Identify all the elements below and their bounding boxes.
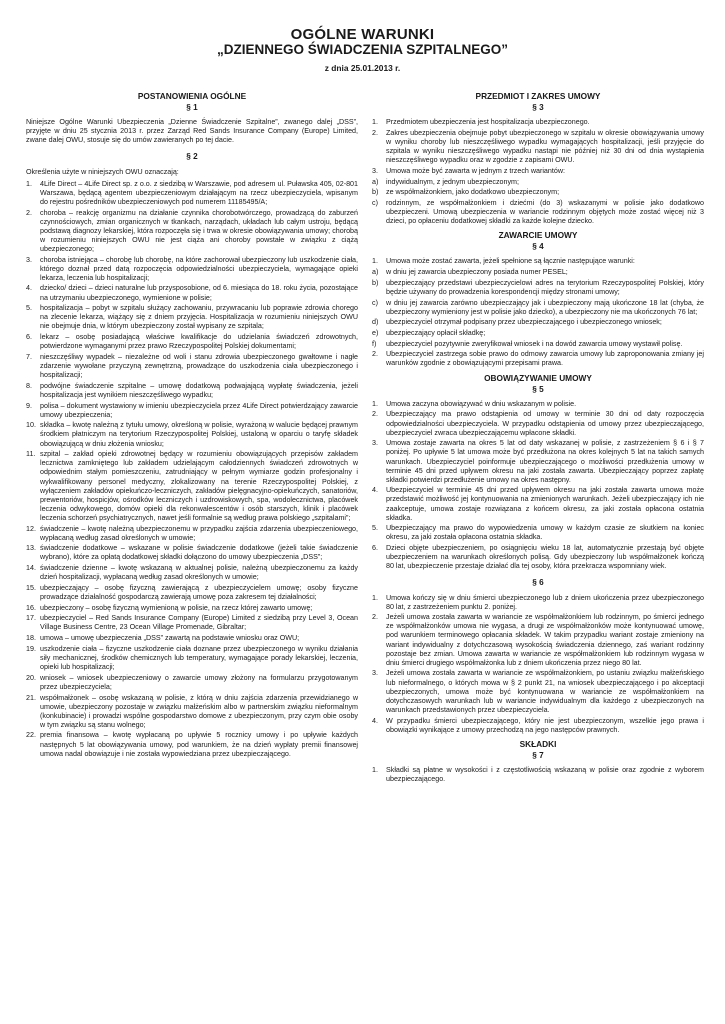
list-item-number: c)	[372, 298, 378, 307]
list-item	[26, 421, 358, 448]
list-item-number: 3.	[372, 439, 378, 448]
list-item	[372, 199, 704, 226]
list-item-number: 16.	[26, 603, 36, 612]
list-item-number: 1.	[26, 179, 32, 188]
section-title-validity: OBOWIĄZYWANIE UMOWY	[484, 372, 592, 383]
list-item-text: Jeżeli umowa została zawarta w wariancie ze współmałżonkiem lub rodzinnym, po śmierci jednego ze współmałżonków umowa nie wygasa, a drugi ze współmałżonków może kontynuować umowę, pod warunkiem terminowego opłacania składek. W takim przypadku wariant zostaje zmieniony na wariant indywidualny z dotychczasową wysokością świadczenia dziennego, zaś wariant rodzinny pozostaje bez zmian. Umowa zawarta w wariancie ze współmałżonkiem lub rodzinnym wygasa w dniu śmierci drugiego współmałżonka lub z dniem ukończenia przez niego 80 lat.	[386, 613, 704, 667]
list-item-text: dziecko/ dzieci – dzieci naturalne lub przysposobione, od 6. miesiąca do 18. roku życia, pozostające na utrzymaniu ubezpieczonego, wymienione w polisie;	[40, 284, 358, 302]
list-item-number: 6.	[372, 544, 378, 553]
list-item	[372, 410, 704, 437]
list-item-text: Ubezpieczyciel zastrzega sobie prawo do odmowy zawarcia umowy lub zaproponowania zmiany jej warunków zgodnie z obowiązującymi przepisami prawa.	[386, 350, 704, 368]
list-item-text: Zakres ubezpieczenia obejmuje pobyt ubezpieczonego w szpitalu w okresie obowiązywania umowy w wyniku choroby lub nieszczęśliwego wypadku wymagających hospitalizacji, jeśli przyjęcie do szpitala w wyniku nieszczęśliwego wypadku nastąpi nie później niż 30 dni od dnia wystąpienia nieszczęśliwego wypadku oraz w zgodzie z zapisami OWU.	[386, 128, 704, 165]
list-item-number: 1.	[372, 257, 378, 266]
list-item-text: ubezpieczający opłacił składkę;	[386, 329, 486, 337]
premiums-list	[372, 766, 704, 784]
list-item	[372, 318, 704, 327]
validity-list	[372, 400, 704, 572]
list-item-number: 4.	[26, 284, 32, 293]
list-item	[372, 594, 704, 612]
list-item-number: 20.	[26, 673, 36, 682]
paragraph-4-label: § 4	[532, 242, 544, 252]
list-item-text: polisa – dokument wystawiony w imieniu ubezpieczyciela przez 4Life Direct potwierdzający zawarcie umowy ubezpieczenia;	[40, 401, 358, 419]
conclusion-list	[372, 257, 704, 368]
list-item-text: Umowa może być zawarta w jednym z trzech wariantów:	[386, 166, 565, 175]
list-item-number: f)	[372, 339, 377, 348]
list-item	[26, 604, 358, 613]
list-item-text: ubezpieczający przedstawi ubezpieczycielowi adres na terytorium Rzeczypospolitej Polskiej, który będzie używany do prowadzenia korespondencji między stronami umowy;	[386, 278, 704, 296]
list-item-number: 1.	[372, 399, 378, 408]
paragraph-1-text: Niniejsze Ogólne Warunki Ubezpieczenia „Dzienne Świadczenie Szpitalne”, zwanego dalej „DSS”, przyjęte w dniu 25 stycznia 2013 r. przez Zarząd Red Sands Insurance Company (Europe) Limited, zwane dalej OWU, stosuje się do umów zawieranych po tej dacie.	[26, 118, 358, 145]
document-date: z dnia 25.01.2013 r.	[324, 63, 401, 73]
list-item-text: świadczenie dodatkowe – wskazane w polisie świadczenie dodatkowe (jeżeli takie świadczenie wybrano), które za opłatą dodatkowej składki dołączono do umowy ubezpieczenia „DSS”;	[40, 544, 358, 562]
list-item-text: nieszczęśliwy wypadek – niezależne od woli i stanu zdrowia ubezpieczonego gwałtowne i nagłe zdarzenie wywołane przyczyną zewnętrzną, prowadzące do uszkodzenia ciała ubezpieczonego i hospitalizacji;	[40, 352, 358, 380]
paragraph-2-label: § 2	[186, 152, 198, 162]
list-item-text: współmałżonek – osobę wskazaną w polisie, z którą w dniu zajścia zdarzenia przewidzianego w umowie, ubezpieczony pozostaje w związku małżeńskim albo w partnerskim związku nieformalnym (konkubinacie) i prowadzi wspólne gospodarstwo domowe z ubezpieczonym, przy czym obie osoby w tym związku są stanu wolnego;	[40, 693, 358, 729]
list-item-number: 3.	[26, 255, 32, 264]
list-item	[26, 694, 358, 730]
list-item-text: umowa – umowę ubezpieczenia „DSS” zawartą na podstawie wniosku oraz OWU;	[40, 634, 300, 643]
list-item-number: a)	[372, 177, 379, 186]
list-item-text: Umowa może zostać zawarta, jeżeli spełnione są łącznie następujące warunki:	[386, 257, 635, 266]
list-item-number: 8.	[26, 381, 32, 390]
list-item	[26, 353, 358, 380]
list-item-text: ubezpieczony – osobę fizyczną wymienioną w polisie, na rzecz której zawarto umowę;	[40, 603, 313, 612]
list-item	[26, 731, 358, 758]
list-item-text: podwójne świadczenie szpitalne – umowę dodatkową podwajającą wypłatę świadczenia, jeżeli hospitalizacja jest wynikiem nieszczęśliwego wypadku;	[40, 381, 358, 399]
list-item	[372, 669, 704, 714]
list-item-number: 18.	[26, 634, 36, 643]
list-item-text: w dniu jej zawarcia zarówno ubezpieczający jak i ubezpieczony mają ukończone 18 lat (chyba, że ubezpieczony wymieniony jest w polisie jako dziecko), a ubezpieczony nie ma ukończonych 76 lat;	[386, 298, 704, 316]
list-item	[372, 613, 704, 668]
list-item	[372, 279, 704, 297]
list-item-text: wniosek – wniosek ubezpieczeniowy o zawarcie umowy złożony na formularzu przygotowanym przez ubezpieczyciela;	[40, 673, 358, 691]
list-item-number: b)	[372, 188, 379, 197]
list-item	[372, 268, 704, 277]
list-item-text: ubezpieczyciel pozytywnie zweryfikował wniosek i na dowód zawarcia umowy wystawił polisę.	[386, 339, 683, 348]
list-item	[26, 284, 358, 302]
list-item-text: ubezpieczyciel – Red Sands Insurance Company (Europe) Limited z siedzibą przy Level 3, Ocean Village Business Centre, 23 Ocean Village Promenade, Gibraltar;	[40, 614, 358, 632]
section-title-premiums: SKŁADKI	[519, 738, 557, 749]
document-title: OGÓLNE WARUNKI	[290, 26, 435, 43]
list-item-number: 4.	[372, 716, 378, 725]
list-item	[372, 340, 704, 349]
list-item-number: 2.	[372, 613, 378, 622]
paragraph-2-intro: Określenia użyte w niniejszych OWU oznaczają:	[26, 167, 179, 176]
list-item	[26, 634, 358, 643]
list-item-text: Ubezpieczyciel w terminie 45 dni przed upływem okresu na jaki została zawarta umowa może przedstawić możliwość jej kontynuowania na zmienionych warunkach. Jeżeli ubezpieczający ich nie zaakceptuje, umowa zostaje rozwiązana z końcem okresu, za jaki została opłacona ostatnia składka.	[386, 486, 704, 522]
list-item-number: 1.	[372, 593, 378, 602]
list-item	[372, 118, 704, 127]
list-item	[372, 717, 704, 735]
list-item-number: 10.	[26, 421, 36, 430]
list-item-text: Ubezpieczający ma prawo do wypowiedzenia umowy w każdym czasie ze skutkiem na koniec okresu, za jaki została opłacona ostatnia składka.	[386, 524, 704, 542]
paragraph-6-label: § 6	[532, 578, 544, 588]
list-item-text: Umowa zostaje zawarta na okres 5 lat od daty wskazanej w polisie, z zastrzeżeniem § 6 i § 7 poniżej. Po upływie 5 lat umowa może być przedłużona na okres kolejnych 5 lat na takich samych warunkach. Ubezpieczyciel poinformuje ubezpieczającego o możliwości przedłużenia umowy w terminie 45 dni przed upływem okresu na jaki została zawarta. Ubezpieczający poprzez zapłatę składki potwierdzi przedłużenie umowy na okres następny.	[386, 439, 704, 484]
list-item	[26, 674, 358, 692]
list-item	[26, 564, 358, 582]
list-item-text: Umowa kończy się w dniu śmierci ubezpieczonego lub z dniem ukończenia przez ubezpieczonego 80 lat, z zastrzeżeniem punktu 2. poniżej.	[386, 593, 704, 611]
list-item	[372, 400, 704, 409]
list-item-text: Jeżeli umowa została zawarta w wariancie ze współmałżonkiem, po ustaniu związku małżeńskiego lub nieformalnego, o których mowa w § 2 punkt 21, na wniosek ubezpieczającego i po akceptacji ubezpieczonych, umowa może być kontynuowana w wariancie ze współmałżonkiem na dotychczasowych warunkach lub w wariancie indywidualnym dla każdego z ubezpieczonych na warunkach przedstawionych przez ubezpieczyciela.	[386, 669, 704, 714]
list-item-number: 1.	[372, 118, 378, 127]
list-item-text: premia finansowa – kwotę wypłacaną po upływie 5 rocznicy umowy i po upływie każdych następnych 5 lat obowiązywania umowy, pod warunkiem, że na dzień wypłaty premii finansowej umowa nadal obowiązuje i nie została wypowiedziana przez ubezpieczającego.	[40, 731, 358, 758]
list-item-number: 5.	[372, 524, 378, 533]
list-item	[372, 188, 704, 197]
list-item-number: 11.	[26, 450, 36, 459]
list-item-text: Dzieci objęte ubezpieczeniem, po osiągnięciu wieku 18 lat, automatycznie przestają być objęte ubezpieczeniem na warunkach określonych polisą. Gdy ubezpieczony lub współmałżonek kończą 80 lat, ubezpieczenie przestaje działać dla tej osoby, która przekracza wspomniany wiek.	[386, 544, 704, 571]
list-item	[26, 256, 358, 283]
list-item	[26, 614, 358, 632]
list-item-text: W przypadku śmierci ubezpieczającego, który nie jest ubezpieczonym, wszelkie jego prawa i obowiązki wynikające z umowy przechodzą na jego następców prawnych.	[386, 716, 704, 734]
list-item	[26, 382, 358, 400]
list-item-text: Składki są płatne w wysokości i z częstotliwością wskazaną w polisie oraz zgodnie z wyborem ubezpieczającego.	[386, 765, 704, 783]
list-item	[26, 645, 358, 672]
list-item-number: 1.	[372, 765, 378, 774]
list-item	[372, 167, 704, 176]
list-item-number: 4.	[372, 486, 378, 495]
list-item	[372, 178, 704, 187]
list-item	[372, 350, 704, 368]
list-item-number: 5.	[26, 304, 32, 313]
list-item-text: hospitalizacja – pobyt w szpitalu służący zachowaniu, przywracaniu lub poprawie zdrowia chorego na zlecenie lekarza, wiążący się z dniem przyjęcia. Hospitalizacja w rozumieniu niniejszych OWU nie obejmuje dnia, w którym ubezpieczony został wypisany ze szpitala;	[40, 304, 358, 331]
list-item	[26, 402, 358, 420]
list-item-number: 9.	[26, 401, 32, 410]
list-item-number: 2.	[372, 350, 378, 359]
paragraph-3-label: § 3	[532, 103, 544, 113]
list-item-number: 17.	[26, 614, 36, 623]
list-item	[372, 439, 704, 484]
list-item	[26, 450, 358, 523]
list-item-text: lekarz – osobę posiadającą właściwe kwalifikacje do udzielania świadczeń zdrowotnych, potwierdzone wymaganymi przez prawo Rzeczypospolitej Polskiej dokumentami;	[40, 333, 358, 351]
paragraph-7-label: § 7	[532, 750, 544, 760]
list-item-number: 15.	[26, 583, 36, 592]
definitions-list	[26, 180, 358, 759]
list-item-text: Ubezpieczający ma prawo odstąpienia od umowy w terminie 30 dni od daty rozpoczęcia odpowiedzialności ubezpieczyciela. W przypadku odstąpienia od umowy przez ubezpieczającego, ubezpieczyciel zwraca ubezpieczającemu wpłacone składki.	[386, 410, 704, 437]
list-item-text: uszkodzenie ciała – fizyczne uszkodzenie ciała doznane przez ubezpieczonego w wyniku działania siły mechanicznej, środków chemicznych lub temperatury, wymagające porady lekarskiej, leczenia, opieki lub hospitalizacji;	[40, 644, 358, 672]
list-item	[372, 486, 704, 522]
list-item-number: 7.	[26, 352, 32, 361]
list-item-number: 6.	[26, 333, 32, 342]
list-item-number: 3.	[372, 669, 378, 678]
list-item-text: Umowa zaczyna obowiązywać w dniu wskazanym w polisie.	[386, 399, 577, 408]
list-item-text: 4Life Direct – 4Life Direct sp. z o.o. z siedzibą w Warszawie, pod adresem ul. Puławska 405, 02-801 Warszawa, będącą agentem ubezpieczeniowym działającym na rzecz ubezpieczyciela, wpisanym do rejestru pośredników ubezpieczeniowych pod numerem 11185495/A;	[40, 179, 358, 206]
list-item-text: szpital – zakład opieki zdrowotnej będący w rozumieniu obowiązujących przepisów zakładem lecznictwa zamkniętego lub zakładem udzielającym całodziennych świadczeń zdrowotnych w odpowiednim stałym pomieszczeniu, zatrudniający w pełnym wymiarze godzin profesjonalny i wykwalifikowany personel medyczny, zlokalizowany na terenie Rzeczypospolitej Polskiej, z wyłączeniem zakładów opiekuńczo-leczniczych, zakładów pielęgnacyjno-opiekuńczych, sanatoriów, prewentoriów, hospicjów, ośrodków leczniczych i uzdrowiskowych, spa, wodolecznictwa, placówek leczenia odwykowego, domów opieki dla rekonwalescentów i osób starszych, klinik i placówek leczenia schorzeń psychiatrycznych, nawet jeśli formalnie są według prawa polskiego „szpitalami”;	[40, 450, 358, 522]
list-item	[372, 257, 704, 266]
right-column	[372, 92, 704, 786]
scope-list	[372, 118, 704, 226]
list-item	[372, 329, 704, 338]
list-item-number: 2.	[372, 128, 378, 137]
list-item-text: indywidualnym, z jednym ubezpieczonym;	[386, 177, 519, 186]
termination-list	[372, 594, 704, 735]
list-item-number: 19.	[26, 644, 36, 653]
list-item-text: ubezpieczający – osobę fizyczną zawierającą z ubezpieczycielem umowę; osoby fizyczne prowadzące działalność gospodarczą zawierają umowę poza zakresem tej działalności;	[40, 583, 358, 601]
list-item-number: 14.	[26, 564, 36, 573]
list-item	[26, 584, 358, 602]
list-item-text: choroba istniejąca – chorobę lub chorobę, na które zachorował ubezpieczony lub uszkodzenie ciała, którego doznał przed datą rozpoczęcia odpowiedzialności ubezpieczyciela, wymagające opieki lekarza, leczenia lub hospitalizacji;	[40, 255, 358, 282]
list-item-number: e)	[372, 329, 379, 337]
list-item-text: choroba – reakcję organizmu na działanie czynnika chorobotwórczego, prowadzącą do zaburzeń czynnościowych, zmian organicznych w tkankach, narządach, układach lub całym ustroju, będącą podstawą diagnozy lekarskiej, która rozpoczęła się i trwa w okresie obowiązywania umowy; chorobą w rozumieniu niniejszych OWU nie jest ciąża ani choroby powstałe w związku z ciążą ubezpieczonego;	[40, 208, 358, 253]
list-item-number: 13.	[26, 544, 36, 553]
list-item-text: Przedmiotem ubezpieczenia jest hospitalizacja ubezpieczonego.	[386, 118, 590, 127]
document-subtitle: „DZIENNEGO ŚWIADCZENIA SZPITALNEGO”	[216, 42, 508, 57]
paragraph-5-label: § 5	[532, 384, 544, 394]
list-item	[26, 544, 358, 562]
list-item-number: a)	[372, 268, 379, 277]
list-item-text: świadczenie – kwotę należną ubezpieczonemu w przypadku zajścia zdarzenia ubezpieczeniowego, wypłacaną według zasad określonych w umowie;	[40, 524, 358, 542]
list-item-text: składka – kwotę należną z tytułu umowy, określoną w polisie, wyrażoną w walucie będącej prawnym środkiem płatniczym na terytorium Rzeczypospolitej Polskiej, ustaloną w oparciu o taryfę składek obowiązującą w dniu złożenia wniosku;	[40, 421, 358, 448]
list-item-number: b)	[372, 278, 379, 287]
list-item-number: 22.	[26, 731, 36, 740]
left-column	[26, 92, 358, 760]
list-item-text: ubezpieczyciel otrzymał podpisany przez ubezpieczającego i ubezpieczonego wniosek;	[386, 318, 662, 327]
list-item-number: 21.	[26, 693, 36, 702]
list-item	[26, 333, 358, 351]
list-item-text: rodzinnym, ze współmałżonkiem i dziećmi (do 3) wskazanymi w polisie jako dodatkowo ubezpieczeni. Umową ubezpieczenia w wariancie rodzinnym objętych może zostać więcej niż 3 dzieci, po opłaceniu dodatkowej składki za każde kolejne dziecko.	[386, 198, 704, 226]
list-item-text: świadczenie dzienne – kwotę wskazaną w aktualnej polisie, należną ubezpieczonemu za każdy dzień hospitalizacji, wypłacaną według zasad określonych w umowie;	[40, 564, 358, 582]
section-title-scope: PRZEDMIOT I ZAKRES UMOWY	[475, 91, 601, 101]
list-item	[26, 180, 358, 207]
section-title-general: POSTANOWIENIA OGÓLNE	[137, 91, 247, 101]
list-item-number: 12.	[26, 524, 36, 533]
list-item-text: w dniu jej zawarcia ubezpieczony posiada numer PESEL;	[386, 268, 568, 277]
list-item-number: 2.	[26, 208, 32, 217]
list-item-number: 3.	[372, 166, 378, 175]
list-item	[372, 299, 704, 317]
list-item	[26, 525, 358, 543]
list-item	[372, 129, 704, 165]
list-item	[372, 524, 704, 542]
list-item	[372, 766, 704, 784]
section-title-conclusion: ZAWARCIE UMOWY	[498, 230, 578, 241]
list-item	[372, 544, 704, 571]
list-item	[26, 209, 358, 254]
list-item-number: 2.	[372, 410, 378, 419]
list-item	[26, 304, 358, 331]
list-item-number: c)	[372, 198, 378, 207]
list-item-text: ze współmałżonkiem, jako dodatkowo ubezpieczonym;	[386, 188, 560, 197]
list-item-number: d)	[372, 318, 379, 327]
paragraph-1-label: § 1	[186, 103, 198, 113]
